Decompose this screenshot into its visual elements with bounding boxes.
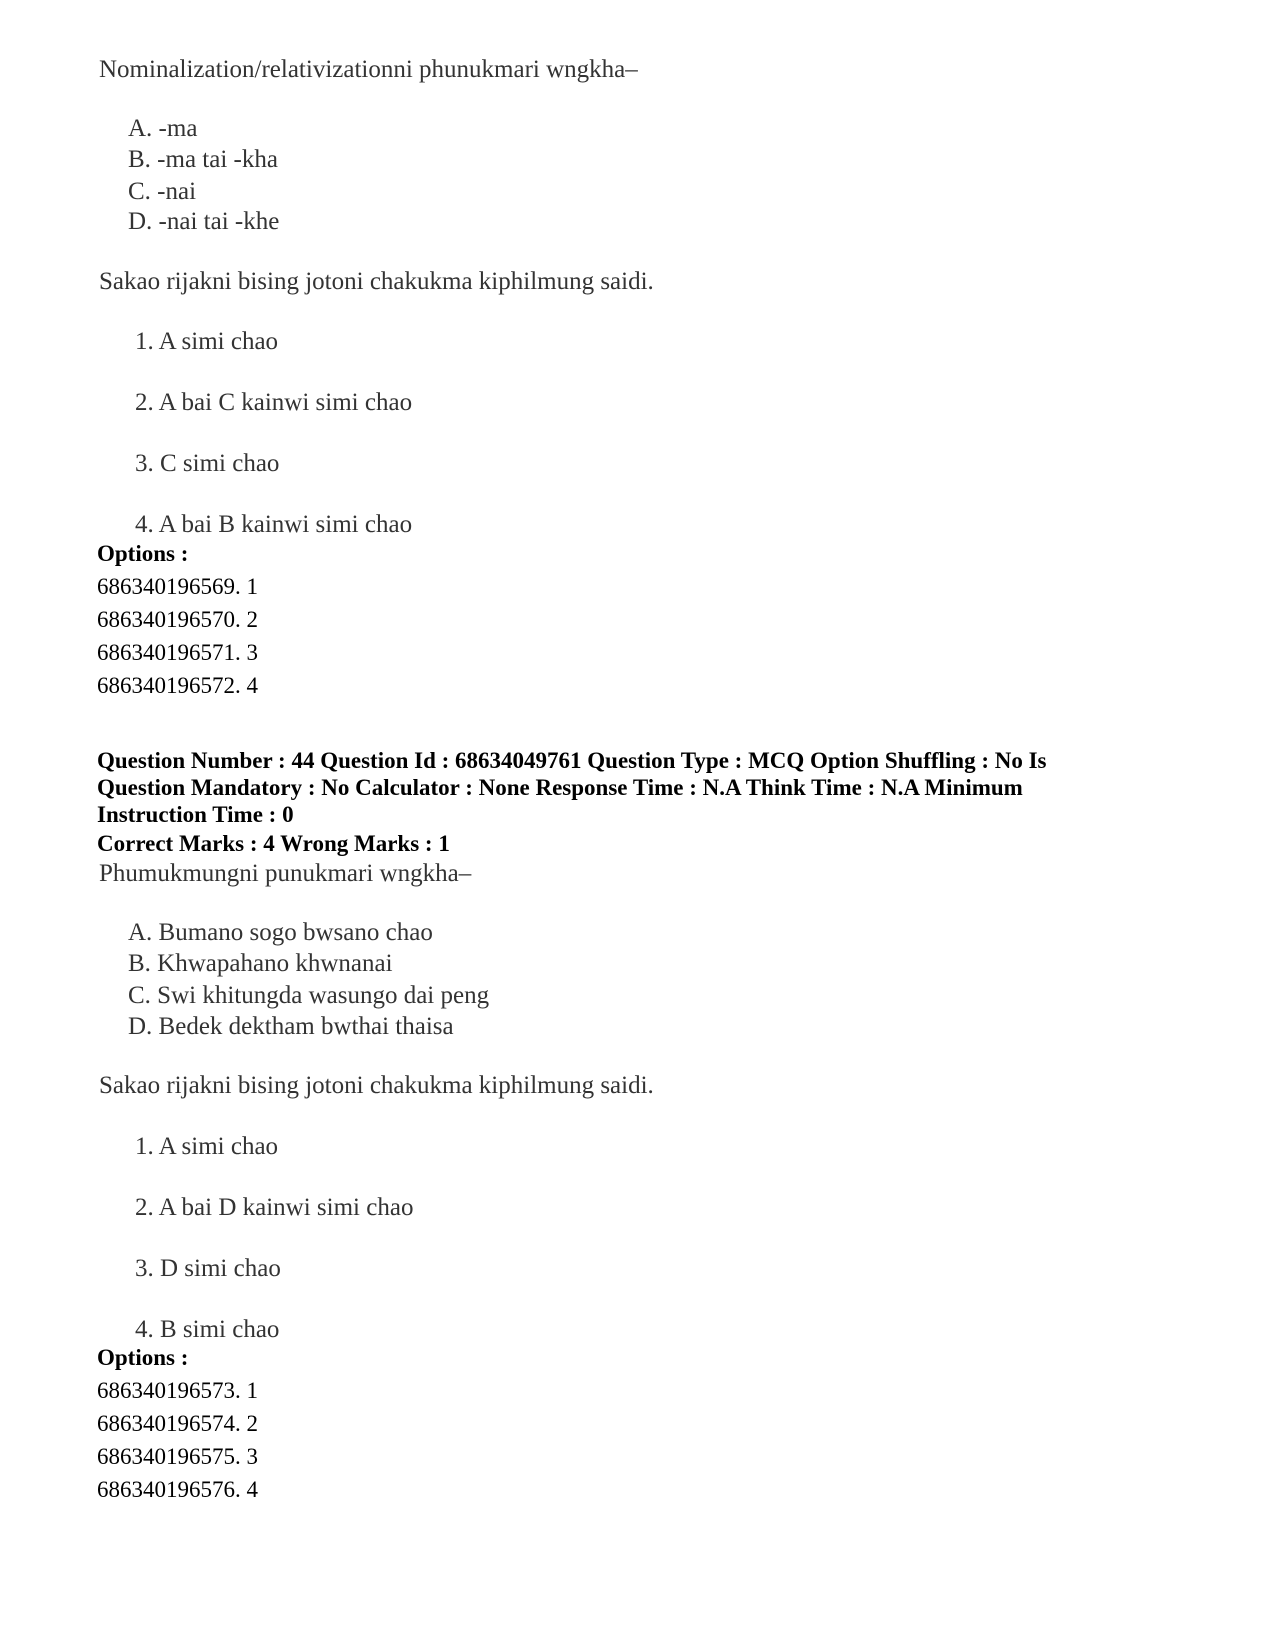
marks-info: Correct Marks : 4 Wrong Marks : 1 [97, 831, 450, 856]
numbered-option-1: 1. A simi chao [135, 328, 279, 355]
option-id-4: 686340196576. 4 [97, 1477, 258, 1502]
options-label: Options : [97, 541, 189, 566]
question-prompt: Nominalization/relativizationni phunukmari wngkha– [99, 56, 638, 83]
instruction-text: Sakao rijakni bising jotoni chakukma kiphilmung saidi. [99, 268, 654, 295]
option-id-4: 686340196572. 4 [97, 673, 258, 698]
option-id-2: 686340196574. 2 [97, 1411, 258, 1436]
numbered-option-3: 3. C simi chao [135, 450, 280, 477]
numbered-option-1: 1. A simi chao [135, 1133, 279, 1160]
letter-option-b: B. Khwapahano khwnanai [128, 950, 393, 977]
instruction-text: Sakao rijakni bising jotoni chakukma kiphilmung saidi. [99, 1072, 654, 1099]
numbered-option-2: 2. A bai D kainwi simi chao [135, 1194, 414, 1221]
option-id-3: 686340196575. 3 [97, 1444, 258, 1469]
numbered-option-4: 4. B simi chao [135, 1316, 280, 1343]
option-id-2: 686340196570. 2 [97, 607, 258, 632]
numbered-option-4: 4. A bai B kainwi simi chao [135, 511, 413, 538]
letter-option-d: D. Bedek dektham bwthai thaisa [128, 1013, 454, 1040]
option-id-1: 686340196573. 1 [97, 1378, 258, 1403]
letter-option-c: C. Swi khitungda wasungo dai peng [128, 982, 490, 1009]
option-id-3: 686340196571. 3 [97, 640, 258, 665]
letter-option-d: D. -nai tai -khe [128, 208, 280, 235]
options-label: Options : [97, 1345, 189, 1370]
numbered-option-2: 2. A bai C kainwi simi chao [135, 389, 413, 416]
numbered-option-3: 3. D simi chao [135, 1255, 281, 1282]
letter-option-a: A. Bumano sogo bwsano chao [128, 919, 433, 946]
question-meta: Question Number : 44 Question Id : 68634049761 Question Type : MCQ Option Shuffling : No Is Question Mandatory : No Calculator : None Response Time : N.A Think Time : N.A Minimum Instruction Time : 0 [97, 748, 1047, 827]
letter-option-a: A. -ma [128, 115, 198, 142]
letter-option-c: C. -nai [128, 178, 197, 205]
option-id-1: 686340196569. 1 [97, 574, 258, 599]
question-prompt: Phumukmungni punukmari wngkha– [99, 860, 472, 887]
letter-option-b: B. -ma tai -kha [128, 146, 278, 173]
